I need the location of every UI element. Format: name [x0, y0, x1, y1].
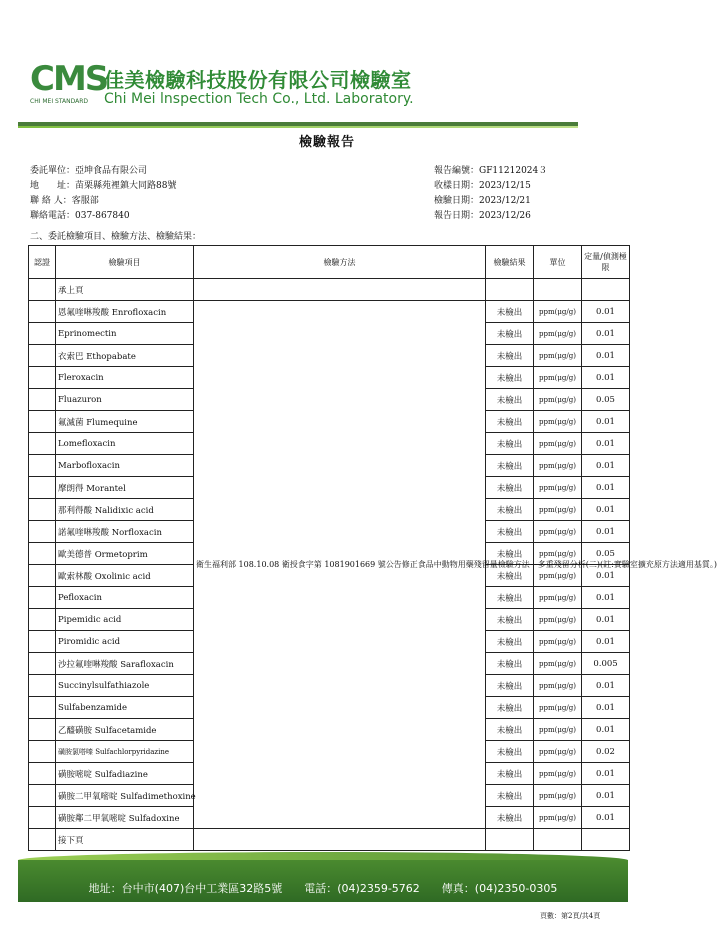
row-result: 未檢出 [486, 411, 534, 433]
row-limit: 0.01 [582, 455, 630, 477]
footer-address: 地址：台中市(407)台中工業區32路5號 電話：(04)2359-5762 傳真：(04)2350-0305 [88, 882, 558, 895]
row-unit: ppm(μg/g) [534, 455, 582, 477]
row-limit: 0.01 [582, 785, 630, 807]
row-accreditation [29, 697, 56, 719]
document-title: 檢驗報告 [298, 135, 355, 150]
row-accreditation [29, 653, 56, 675]
row-result: 未檢出 [486, 741, 534, 763]
row-item: 磺胺二甲氧嘧啶 Sulfadimethoxine [56, 785, 194, 807]
row-result: 未檢出 [486, 675, 534, 697]
row-accreditation [29, 631, 56, 653]
row-accreditation [29, 521, 56, 543]
client-info [30, 164, 176, 224]
row-unit: ppm(μg/g) [534, 477, 582, 499]
row-limit: 0.01 [582, 565, 630, 587]
row-item: Pefloxacin [56, 587, 194, 609]
row-accreditation [29, 565, 56, 587]
row-unit: ppm(μg/g) [534, 697, 582, 719]
section-title: 二、委託檢驗項目、檢驗方法、檢驗結果： [30, 232, 202, 242]
header-item: 檢驗項目 [56, 246, 194, 279]
row-unit: ppm(μg/g) [534, 741, 582, 763]
row-item: 沙拉氟喹啉羧酸 Sarafloxacin [56, 653, 194, 675]
row-accreditation [29, 301, 56, 323]
row-item: Marbofloxacin [56, 455, 194, 477]
row-limit: 0.01 [582, 521, 630, 543]
row-limit: 0.01 [582, 367, 630, 389]
row-limit: 0.01 [582, 301, 630, 323]
row-unit: ppm(μg/g) [534, 323, 582, 345]
client-unit: 委託單位：亞坤食品有限公司 [30, 166, 148, 176]
row-unit: ppm(μg/g) [534, 631, 582, 653]
row-item: Eprinomectin [56, 323, 194, 345]
row-item: 摩朗得 Morantel [56, 477, 194, 499]
header-unit: 單位 [534, 246, 582, 279]
company-logo [30, 59, 108, 105]
row-item: Pipemidic acid [56, 609, 194, 631]
row-result: 未檢出 [486, 433, 534, 455]
row-unit: ppm(μg/g) [534, 807, 582, 829]
carry-in-row [29, 279, 630, 301]
report-date: 報告日期：2023/12/26 [434, 211, 531, 221]
row-accreditation [29, 807, 56, 829]
row-item: Succinylsulfathiazole [56, 675, 194, 697]
row-accreditation [29, 719, 56, 741]
row-limit: 0.01 [582, 433, 630, 455]
row-accreditation [29, 323, 56, 345]
row-unit: ppm(μg/g) [534, 521, 582, 543]
row-accreditation [29, 411, 56, 433]
row-result: 未檢出 [486, 785, 534, 807]
row-accreditation [29, 587, 56, 609]
carry-out-row [29, 829, 630, 851]
row-unit: ppm(μg/g) [534, 499, 582, 521]
row-item: 歐索林酸 Oxolinic acid [56, 565, 194, 587]
row-unit: ppm(μg/g) [534, 433, 582, 455]
row-item: 乙醯磺胺 Sulfacetamide [56, 719, 194, 741]
row-accreditation [29, 367, 56, 389]
row-item: Lomefloxacin [56, 433, 194, 455]
row-result: 未檢出 [486, 631, 534, 653]
row-item: 磺胺氯嗒嗪 Sulfachlorpyridazine [56, 741, 194, 763]
row-limit: 0.01 [582, 411, 630, 433]
row-limit: 0.01 [582, 763, 630, 785]
row-result: 未檢出 [486, 719, 534, 741]
row-accreditation [29, 499, 56, 521]
row-unit: ppm(μg/g) [534, 785, 582, 807]
row-accreditation [29, 345, 56, 367]
row-unit: ppm(μg/g) [534, 587, 582, 609]
row-result: 未檢出 [486, 477, 534, 499]
row-result: 未檢出 [486, 565, 534, 587]
row-item: Fleroxacin [56, 367, 194, 389]
row-limit: 0.01 [582, 609, 630, 631]
row-accreditation [29, 785, 56, 807]
row-result: 未檢出 [486, 499, 534, 521]
row-unit: ppm(μg/g) [534, 653, 582, 675]
row-result: 未檢出 [486, 697, 534, 719]
client-contact: 聯 絡 人：客服部 [30, 196, 99, 206]
row-unit: ppm(μg/g) [534, 675, 582, 697]
header-divider-accent [18, 126, 578, 128]
row-result: 未檢出 [486, 609, 534, 631]
row-item: 那利得酸 Nalidixic acid [56, 499, 194, 521]
row-unit: ppm(μg/g) [534, 565, 582, 587]
company-name-zh: 佳美檢驗科技股份有限公司檢驗室 [104, 68, 412, 92]
company-name-en: Chi Mei lnspection Tech Co., Ltd. Laboratory. [104, 91, 414, 107]
row-item: 磺胺鄰二甲氧嘧啶 Sulfadoxine [56, 807, 194, 829]
row-result: 未檢出 [486, 543, 534, 565]
header-limit: 定量/偵測極限 [582, 246, 630, 279]
row-limit: 0.01 [582, 631, 630, 653]
row-accreditation [29, 477, 56, 499]
client-address: 地 址：苗栗縣苑裡鎮大同路88號 [30, 181, 177, 191]
row-limit: 0.01 [582, 499, 630, 521]
report-number: 報告編號：GF11212024３ [434, 166, 548, 176]
row-limit: 0.01 [582, 719, 630, 741]
sample-received-date: 收樣日期：2023/12/15 [434, 181, 531, 191]
header-method: 檢驗方法 [194, 246, 486, 279]
client-phone: 聯絡電話：037-867840 [30, 211, 130, 221]
row-item: 恩氟喹啉羧酸 Enrofloxacin [56, 301, 194, 323]
row-result: 未檢出 [486, 653, 534, 675]
carry-out-label: 接下頁 [56, 829, 194, 851]
row-unit: ppm(μg/g) [534, 411, 582, 433]
row-item: Sulfabenzamide [56, 697, 194, 719]
row-item: 氟滅菌 Flumequine [56, 411, 194, 433]
page-number: 頁數：第2頁/共4頁 [540, 912, 601, 920]
row-accreditation [29, 609, 56, 631]
row-result: 未檢出 [486, 367, 534, 389]
row-unit: ppm(μg/g) [534, 543, 582, 565]
row-limit: 0.01 [582, 675, 630, 697]
row-item: 歐美德普 Ormetoprim [56, 543, 194, 565]
logo-subtitle: CHI MEI STANDARD [30, 98, 89, 105]
row-accreditation [29, 433, 56, 455]
row-unit: ppm(μg/g) [534, 719, 582, 741]
row-limit: 0.01 [582, 697, 630, 719]
row-item: 諾氟喹啉羧酸 Norfloxacin [56, 521, 194, 543]
carry-in-label: 承上頁 [56, 279, 194, 301]
row-accreditation [29, 763, 56, 785]
row-result: 未檢出 [486, 389, 534, 411]
row-result: 未檢出 [486, 587, 534, 609]
results-table [28, 245, 717, 851]
table-header-row [29, 246, 630, 279]
row-result: 未檢出 [486, 455, 534, 477]
row-unit: ppm(μg/g) [534, 763, 582, 785]
row-limit: 0.05 [582, 389, 630, 411]
row-result: 未檢出 [486, 301, 534, 323]
inspection-date: 檢驗日期：2023/12/21 [434, 196, 531, 206]
row-limit: 0.05 [582, 543, 630, 565]
logo-letters: CMS [30, 59, 108, 99]
row-item: 衣索巴 Ethopabate [56, 345, 194, 367]
row-limit: 0.02 [582, 741, 630, 763]
row-item: Fluazuron [56, 389, 194, 411]
row-result: 未檢出 [486, 521, 534, 543]
row-limit: 0.01 [582, 587, 630, 609]
row-accreditation [29, 675, 56, 697]
row-result: 未檢出 [486, 807, 534, 829]
table-row [29, 301, 630, 323]
report-info [434, 164, 547, 224]
row-result: 未檢出 [486, 345, 534, 367]
row-accreditation [29, 455, 56, 477]
row-item: Piromidic acid [56, 631, 194, 653]
row-limit: 0.01 [582, 345, 630, 367]
row-unit: ppm(μg/g) [534, 389, 582, 411]
row-unit: ppm(μg/g) [534, 301, 582, 323]
row-limit: 0.005 [582, 653, 630, 675]
row-limit: 0.01 [582, 807, 630, 829]
row-accreditation [29, 543, 56, 565]
row-limit: 0.01 [582, 323, 630, 345]
row-result: 未檢出 [486, 763, 534, 785]
row-unit: ppm(μg/g) [534, 345, 582, 367]
row-limit: 0.01 [582, 477, 630, 499]
header-result: 檢驗結果 [486, 246, 534, 279]
row-unit: ppm(μg/g) [534, 367, 582, 389]
row-accreditation [29, 741, 56, 763]
row-unit: ppm(μg/g) [534, 609, 582, 631]
row-result: 未檢出 [486, 323, 534, 345]
method-description: 衛生福利部 108.10.08 衛授食字第 1081901669 號公告修正食品中動物用藥殘留量檢驗方法－多重殘留分析(二)(註:實驗室擴充原方法適用基質。) [194, 301, 486, 829]
row-item: 磺胺嘧啶 Sulfadiazine [56, 763, 194, 785]
header-accreditation: 認證 [29, 246, 56, 279]
row-accreditation [29, 389, 56, 411]
